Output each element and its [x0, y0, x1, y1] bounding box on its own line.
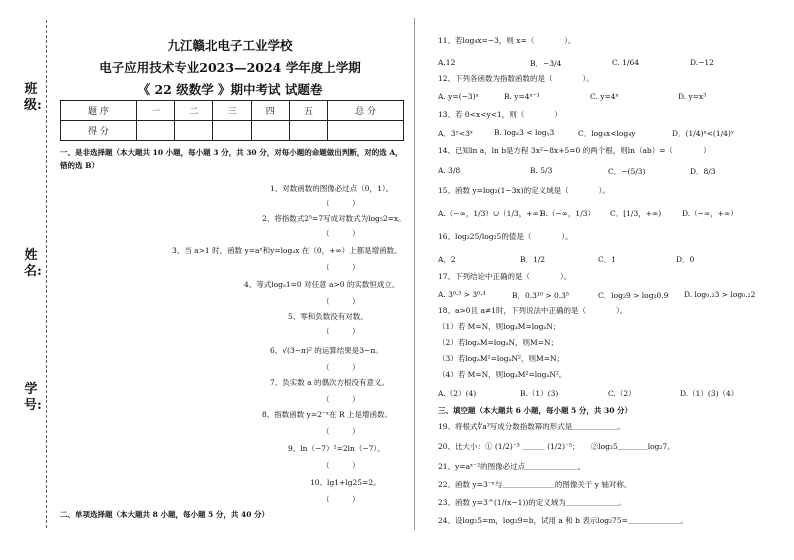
answer-blank[interactable]: （ ） — [322, 263, 360, 272]
answer-blank[interactable]: （ ） — [322, 327, 360, 336]
statement-2: （2）若logₐM=logₐN，则M=N； — [438, 338, 559, 347]
option-c[interactable]: C. 1/64 — [612, 58, 640, 67]
option-a[interactable]: A. 3/8 — [438, 166, 461, 175]
question-21[interactable]: 21、y=aˣ⁻²的图像必过点＿＿＿＿＿＿＿。 — [438, 462, 586, 471]
question-16: 16、log₂25/log₂5的值是（ ）。 — [438, 232, 573, 241]
option-a[interactable]: A. 3⁰·³ > 3⁰·⁴ — [438, 290, 486, 299]
statement-1: （1）若 M=N，则logₐM=logₐN； — [438, 322, 561, 331]
table-cell: 题 序 — [61, 101, 137, 121]
score-cell[interactable] — [213, 121, 251, 141]
statement-3: （3）若logₐM²=logₐN²，则M=N； — [438, 354, 565, 363]
tf-question-5: 5、零和负数没有对数。 — [288, 312, 368, 321]
answer-blank[interactable]: （ ） — [322, 461, 360, 470]
answer-blank[interactable]: （ ） — [322, 495, 360, 504]
option-d[interactable]: D．0 — [676, 255, 695, 264]
table-cell: 四 — [251, 101, 289, 121]
option-d[interactable]: D. log₀.₂3 > log₀.₂2 — [684, 290, 756, 299]
option-a[interactable]: A.（2）(4) — [438, 389, 477, 398]
question-22[interactable]: 22、函数 y=3⁻ˣ与＿＿＿＿＿＿＿的图像关于 y 轴对称。 — [438, 480, 632, 489]
tf-question-9: 9、ln（−7）²=2ln（−7）。 — [288, 444, 385, 453]
option-b[interactable]: B. 5/3 — [530, 166, 553, 175]
tf-question-1: 1、对数函数的图像必过点（0，1）。 — [270, 184, 394, 193]
tf-question-7: 7、负实数 a 的偶次方根没有意义。 — [270, 378, 390, 387]
option-b[interactable]: B. y=4ˣ⁻¹ — [504, 92, 540, 101]
table-cell: 二 — [175, 101, 213, 121]
question-13: 13、若 0<x<y<1，则（ ） — [438, 110, 562, 119]
option-a[interactable]: A. y=(−3)ˣ — [438, 92, 479, 101]
table-cell: 五 — [289, 101, 327, 121]
question-12: 12、下列各函数为指数函数的是（ ）。 — [438, 74, 594, 83]
option-d[interactable]: D. y=x³ — [678, 92, 707, 101]
option-d[interactable]: D.（1）(3)（4） — [680, 389, 739, 398]
question-20[interactable]: 20、比大小：① (1/2)⁻³ ＿＿＿ (1/2)⁻⁵； ②log₂5＿＿＿＿log₂7。 — [438, 442, 675, 451]
tf-question-8: 8、指数函数 y=2⁻ˣ在 R 上是增函数。 — [262, 410, 393, 419]
option-a[interactable]: A．2 — [438, 255, 456, 264]
option-a[interactable]: A．3ʸ<3ˣ — [438, 129, 474, 138]
answer-blank[interactable]: （ ） — [322, 229, 360, 238]
option-a[interactable]: A.12 — [438, 58, 456, 67]
section2-title: 二、单项选择题（本大题共 8 小题，每小题 5 分，共 40 分） — [60, 510, 270, 519]
option-b[interactable]: B.（1）(3) — [520, 389, 559, 398]
option-c[interactable]: C．[1/3，+∞) — [610, 209, 662, 218]
option-c[interactable]: C．log₄x<log₄y — [578, 129, 636, 138]
binding-dashed-line — [46, 20, 47, 528]
table-cell: 总 分 — [328, 101, 404, 121]
table-cell: 得 分 — [61, 121, 137, 141]
class-label: 班级: — [24, 82, 42, 113]
score-table-score-row — [61, 121, 404, 141]
tf-question-10: 10、lg1+lg25=2。 — [310, 478, 381, 487]
score-cell[interactable] — [328, 121, 404, 141]
option-d[interactable]: D．8/3 — [690, 167, 716, 176]
school-name: 九江赣北电子工业学校 — [167, 38, 293, 53]
option-a[interactable]: A.（−∞，1/3）∪（1/3，+∞） — [438, 209, 547, 218]
question-14: 14、已知ln a，ln b是方程 3x²−8x+5=0 的两个根，则ln（ab）=（ ） — [438, 146, 711, 155]
table-cell: 一 — [136, 101, 174, 121]
option-b[interactable]: B．1/2 — [520, 255, 546, 264]
answer-blank[interactable]: （ ） — [322, 363, 360, 372]
question-19[interactable]: 19、将根式∜a³写成分数指数幂的形式是＿＿＿＿＿＿。 — [438, 422, 625, 431]
score-cell[interactable] — [289, 121, 327, 141]
answer-blank[interactable]: （ ） — [322, 297, 360, 306]
section1-title: 一、是非选择题（本大题共 10 小题，每小题 3 分，共 30 分，对每小题的命题做出判断，对的选 A，错的选 B） — [60, 148, 403, 170]
name-label: 姓名: — [24, 248, 42, 279]
exam-title: 《 22 级数学 》期中考试 试题卷 — [137, 82, 323, 97]
section3-title: 三、填空题（本大题共 6 小题，每小题 5 分，共 30 分） — [438, 406, 633, 415]
statement-4: （4）若 M=N，则logₐM²=logₐN²。 — [438, 370, 567, 379]
exam-major-term: 电子应用技术专业2023—2024 学年度上学期 — [99, 60, 361, 75]
option-b[interactable]: B. logₓ3 < logᵧ3 — [494, 128, 555, 137]
option-c[interactable]: C. y=4ˣ — [590, 92, 619, 101]
score-cell[interactable] — [175, 121, 213, 141]
tf-question-3: 3、当 a>1 时，函数 y=aˣ和y=logₐx 在（0，+∞）上都是增函数。 — [172, 246, 402, 255]
question-15: 15、函数 y=log₂(1−3x)的定义域是（ ）。 — [438, 186, 610, 195]
option-b[interactable]: B.（−∞，1/3） — [540, 209, 595, 218]
score-cell[interactable] — [251, 121, 289, 141]
question-18: 18、a>0且 a≠1时，下列说法中正确的是（ ）。 — [438, 306, 628, 315]
tf-question-6: 6、√(3−π)² 的运算结果是3−π。 — [270, 346, 383, 355]
option-d[interactable]: D.（−∞，+∞） — [682, 209, 738, 218]
column-divider — [414, 18, 415, 530]
answer-blank[interactable]: （ ） — [322, 427, 360, 436]
question-17: 17、下列结论中正确的是（ ）。 — [438, 272, 572, 281]
option-b[interactable]: B．0.3¹⁰ > 0.3⁵ — [512, 291, 569, 300]
question-24[interactable]: 24、设log₂5=m，log₂9=b，试用 a 和 b 表示log₂75=＿＿＿＿＿＿＿。 — [438, 516, 688, 525]
student-id-label: 学号: — [24, 382, 42, 413]
option-b[interactable]: B．−3/4 — [530, 59, 562, 68]
tf-question-2: 2、将指数式2⁵=7写成对数式为log₅2=x。 — [262, 214, 406, 223]
option-d[interactable]: D.−12 — [690, 58, 714, 67]
option-c[interactable]: C．−(5/3) — [608, 167, 646, 176]
score-cell[interactable] — [136, 121, 174, 141]
score-table — [60, 100, 404, 141]
table-cell: 三 — [213, 101, 251, 121]
score-table-header-row — [61, 101, 404, 121]
question-23[interactable]: 23、函数 y=3^(1/(x−1))的定义域为＿＿＿＿＿＿＿。 — [438, 498, 626, 507]
option-d[interactable]: D．(1/4)ˣ<(1/4)ʸ — [672, 129, 734, 138]
tf-question-4: 4、等式logₐ1=0 对任意 a>0 的实数恒成立。 — [244, 280, 400, 289]
binding-strip — [0, 0, 50, 560]
option-c[interactable]: C．log₂9 > log₂0.9 — [598, 291, 669, 300]
option-c[interactable]: C.（2） — [608, 389, 636, 398]
question-11: 11、若log₄x=−3，则 x=（ ）。 — [438, 36, 576, 45]
answer-blank[interactable]: （ ） — [322, 199, 360, 208]
option-c[interactable]: C．1 — [598, 255, 617, 264]
answer-blank[interactable]: （ ） — [322, 395, 360, 404]
